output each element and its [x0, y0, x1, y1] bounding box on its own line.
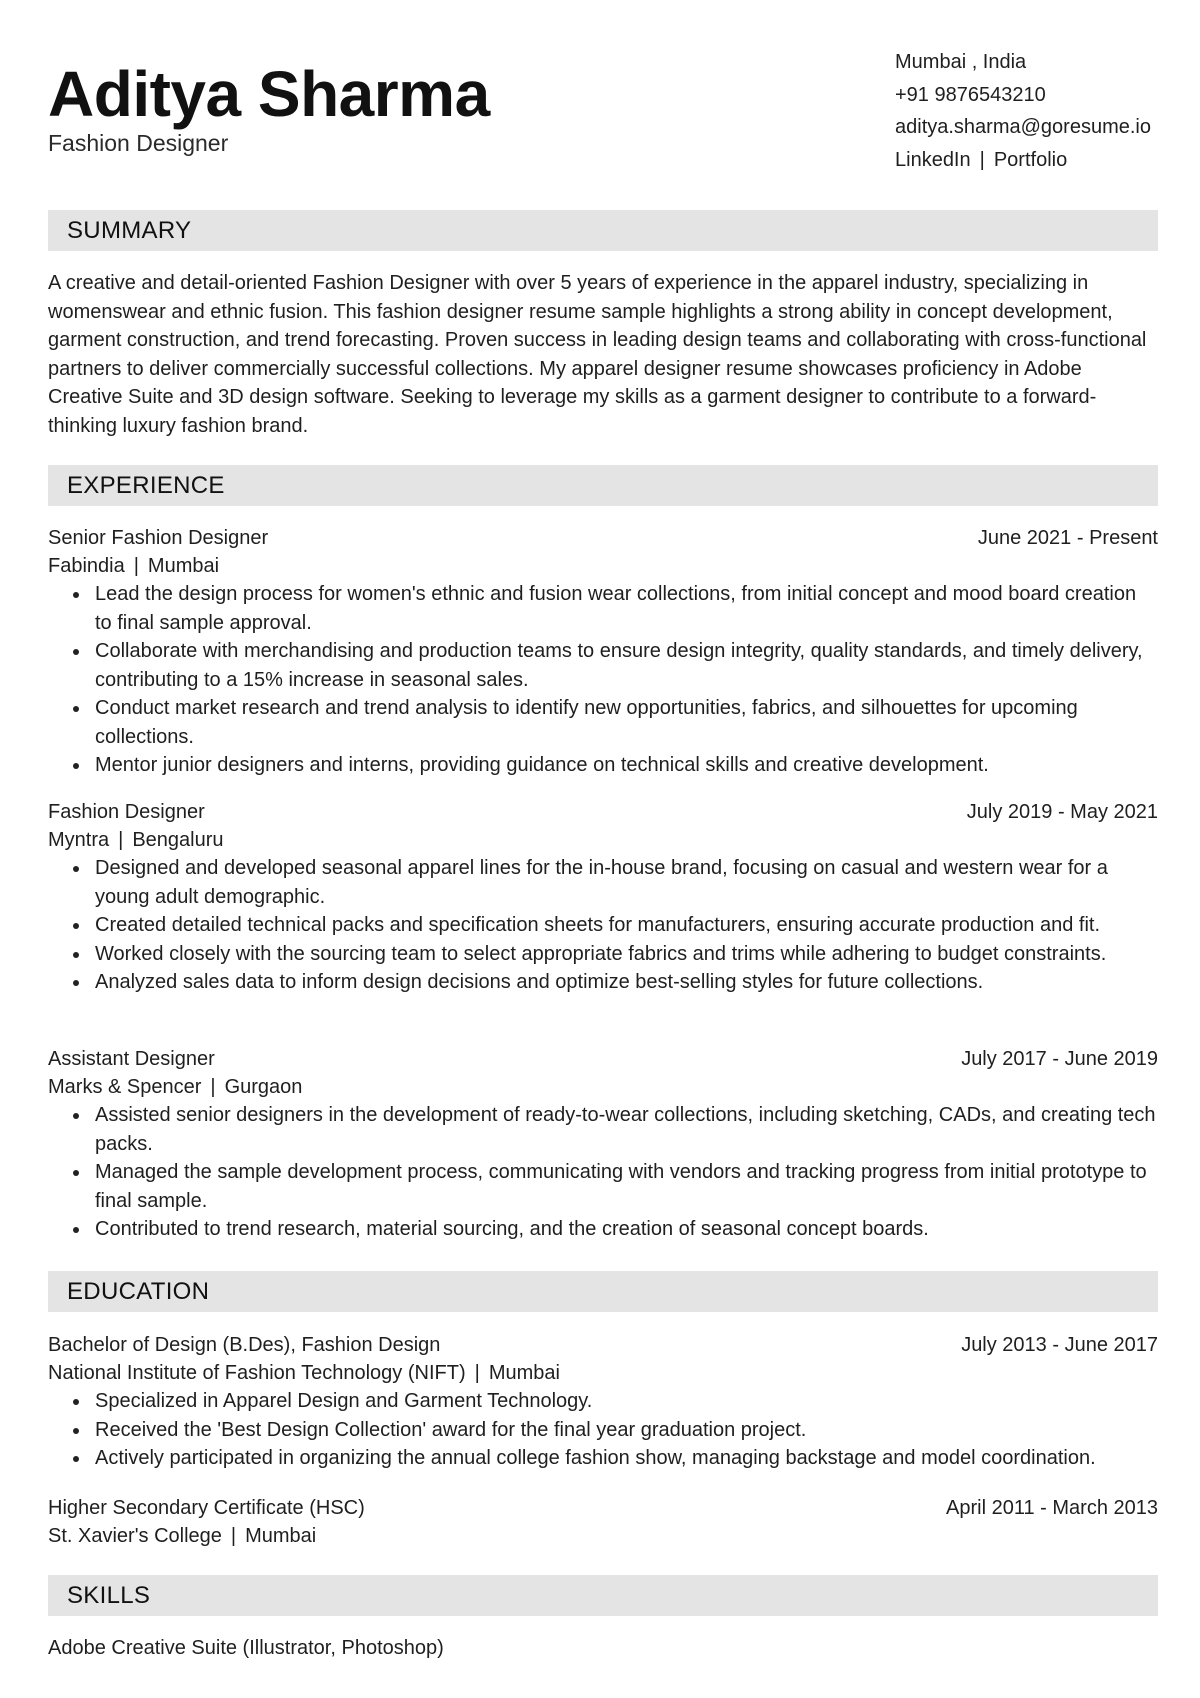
education-entry — [48, 1494, 1158, 1550]
bullet-item: Worked closely with the sourcing team to select appropriate fabrics and trims while adhering to budget constraints. — [95, 940, 1158, 969]
degree-title: Bachelor of Design (B.Des), Fashion Design — [48, 1334, 441, 1356]
job-dates: June 2021 - Present — [977, 527, 1158, 549]
job-location: Gurgaon — [224, 1076, 303, 1098]
school-separator: | — [230, 1525, 237, 1547]
job-title: Fashion Designer — [48, 801, 205, 823]
job-company: Myntra — [48, 829, 110, 851]
school-line — [48, 1522, 1158, 1550]
company-separator: | — [210, 1076, 216, 1098]
education-bullets — [48, 1387, 1158, 1473]
experience-section-header — [48, 465, 1158, 506]
job-company: Fabindia — [48, 555, 125, 577]
job-company: Marks & Spencer — [48, 1076, 202, 1098]
job-dates: July 2019 - May 2021 — [966, 801, 1158, 823]
bullet-item: Lead the design process for women's ethnic and fusion wear collections, from initial concept and mood board creation to final sample approval. — [95, 580, 1158, 637]
skills-list — [48, 1634, 1158, 1662]
candidate-title: Fashion Designer — [48, 130, 229, 156]
section-title-education: EDUCATION — [67, 1278, 210, 1305]
school-location: Mumbai — [488, 1362, 560, 1384]
skill-item: Adobe Creative Suite (Illustrator, Photoshop) — [48, 1637, 444, 1659]
job-company-line — [48, 826, 1158, 854]
education-dates: April 2011 - March 2013 — [946, 1497, 1158, 1519]
section-title-skills: SKILLS — [67, 1582, 151, 1609]
school-name: St. Xavier's College — [48, 1525, 222, 1547]
bullet-item: Analyzed sales data to inform design decisions and optimize best-selling styles for future collections. — [95, 968, 1158, 997]
summary-text: A creative and detail-oriented Fashion Designer with over 5 years of experience in the apparel industry, specializing in womenswear and ethnic fusion. This fashion designer resume sample highlights a strong ability in concept development, garment construction, and trend forecasting. Proven success in leading design teams and collaborating with cross-functional partners to deliver commercially successful collections. My apparel designer resume showcases proficiency in Adobe Creative Suite and 3D design software. Seeking to leverage my skills as a garment designer to contribute to a forward-thinking luxury fashion brand. — [48, 272, 1147, 437]
summary-section-header — [48, 210, 1158, 251]
contact-phone: +91 9876543210 — [895, 83, 1046, 106]
bullet-item: Specialized in Apparel Design and Garment Technology. — [95, 1387, 1158, 1416]
skills-section-header — [48, 1575, 1158, 1616]
company-separator: | — [133, 555, 139, 577]
job-location: Mumbai — [147, 555, 220, 577]
contact-email[interactable]: aditya.sharma@goresume.io — [895, 116, 1151, 138]
bullet-item: Mentor junior designers and interns, providing guidance on technical skills and creative development. — [95, 751, 1158, 780]
experience-entry — [48, 524, 1158, 780]
bullet-item: Conduct market research and trend analysis to identify new opportunities, fabrics, and silhouettes for upcoming collections. — [95, 694, 1158, 751]
degree-title: Higher Secondary Certificate (HSC) — [48, 1497, 365, 1519]
education-section-header — [48, 1271, 1158, 1312]
school-line — [48, 1359, 1158, 1387]
link-separator: | — [979, 148, 985, 171]
bullet-item: Created detailed technical packs and specification sheets for manufacturers, ensuring accurate production and fit. — [95, 911, 1158, 940]
job-title: Assistant Designer — [48, 1048, 215, 1070]
bullet-item: Actively participated in organizing the annual college fashion show, managing backstage and model coordination. — [95, 1444, 1158, 1473]
school-location: Mumbai — [245, 1525, 317, 1547]
job-title: Senior Fashion Designer — [48, 527, 269, 549]
job-bullets — [48, 1101, 1158, 1244]
bullet-item: Managed the sample development process, communicating with vendors and tracking progress from initial prototype to final sample. — [95, 1158, 1158, 1215]
bullet-item: Designed and developed seasonal apparel lines for the in-house brand, focusing on casual and western wear for a young adult demographic. — [95, 854, 1158, 911]
bullet-item: Contributed to trend research, material sourcing, and the creation of seasonal concept boards. — [95, 1215, 1158, 1244]
education-entry — [48, 1331, 1158, 1473]
job-dates: July 2017 - June 2019 — [961, 1048, 1158, 1070]
section-title-summary: SUMMARY — [67, 217, 192, 244]
school-name: National Institute of Fashion Technology (NIFT) — [48, 1362, 466, 1384]
bullet-item: Received the 'Best Design Collection' award for the final year graduation project. — [95, 1416, 1158, 1445]
job-location: Bengaluru — [132, 829, 224, 851]
company-separator: | — [118, 829, 124, 851]
job-bullets — [48, 854, 1158, 997]
section-title-experience: EXPERIENCE — [67, 472, 225, 499]
job-company-line — [48, 552, 1158, 580]
job-bullets — [48, 580, 1158, 780]
portfolio-link[interactable]: Portfolio — [993, 148, 1068, 171]
bullet-item: Assisted senior designers in the development of ready-to-wear collections, including sketching, CADs, and creating tech packs. — [95, 1101, 1158, 1158]
job-company-line — [48, 1073, 1158, 1101]
contact-info — [895, 46, 1185, 176]
experience-entry — [48, 798, 1158, 997]
experience-entry — [48, 1045, 1158, 1244]
candidate-name: Aditya Sharma — [48, 58, 490, 130]
linkedin-link[interactable]: LinkedIn — [895, 148, 971, 171]
school-separator: | — [474, 1362, 480, 1384]
education-dates: July 2013 - June 2017 — [961, 1334, 1158, 1356]
contact-location: Mumbai , India — [895, 51, 1027, 73]
contact-links — [895, 144, 1185, 177]
bullet-item: Collaborate with merchandising and production teams to ensure design integrity, quality standards, and timely delivery, contributing to a 15% increase in seasonal sales. — [95, 637, 1158, 694]
